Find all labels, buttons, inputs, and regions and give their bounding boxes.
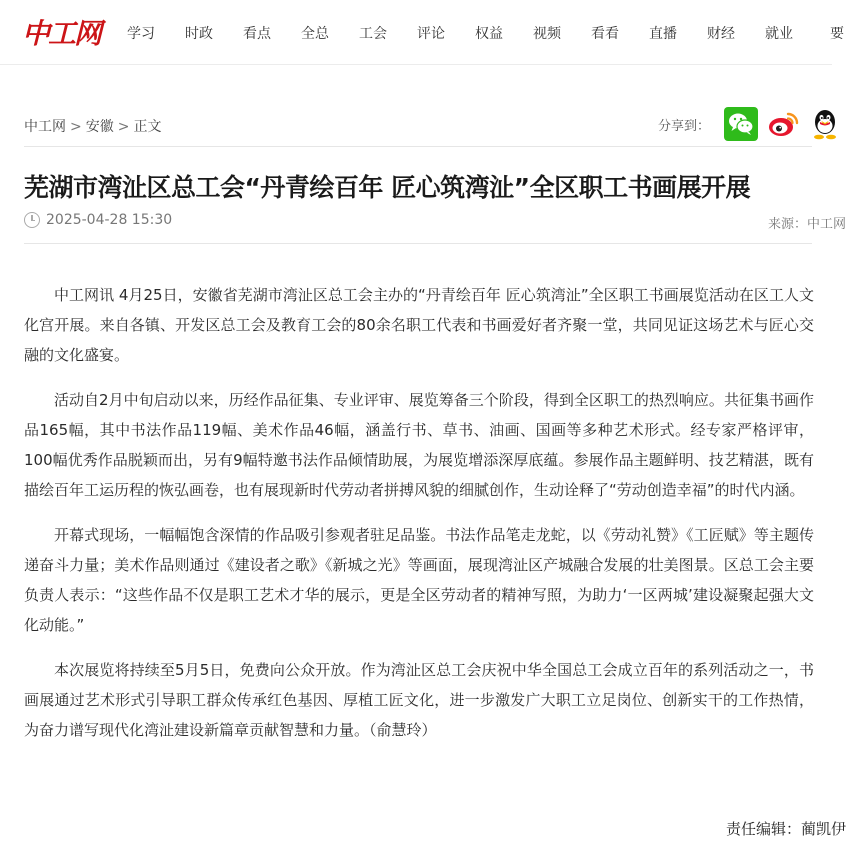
header-divider	[24, 146, 812, 147]
main-nav	[112, 0, 866, 65]
breadcrumb-home[interactable]: 中工网	[24, 119, 66, 135]
nav-item-video[interactable]: 视频	[533, 25, 561, 42]
nav-item-employment[interactable]: 就业	[765, 25, 793, 42]
nav-item-rights[interactable]: 权益	[475, 25, 503, 42]
article-paragraph: 活动自2月中旬启动以来，历经作品征集、专业评审、展览筹备三个阶段，得到全区职工的热烈响应。共征集书画作品165幅，其中书法作品119幅、美术作品46幅，涵盖行书、草书、油画、国画等多种艺术形式。经专家严格评审，100幅优秀作品脱颖而出，另有9幅特邀书法作品倾情助展，为展览增添深厚底蕴。参展作品主题鲜明、技艺精湛，既有描绘百年工运历程的恢弘画卷，也有展现新时代劳动者拼搏风貌的细腻创作，生动诠释了“劳动创造幸福”的时代内涵。	[24, 391, 814, 499]
nav-item-overflow[interactable]: 要	[830, 25, 844, 42]
breadcrumb-separator: >	[70, 119, 82, 135]
nav-item-commentary[interactable]: 评论	[417, 25, 445, 42]
clock-icon	[24, 212, 40, 228]
nav-item-union[interactable]: 工会	[359, 25, 387, 42]
nav-item-finance[interactable]: 财经	[707, 25, 735, 42]
share-label: 分享到：	[657, 118, 710, 134]
article-paragraph: 中工网讯 4月25日，安徽省芜湖市湾沚区总工会主办的“丹青绘百年 匠心筑湾沚”全区职工书画展览活动在区工人文化宫开展。来自各镇、开发区总工会及教育工会的80余名职工代表和书画爱好者齐聚一堂，共同见证这场艺术与匠心交融的文化盛宴。	[24, 286, 814, 364]
nav-item-study[interactable]: 学习	[127, 25, 155, 42]
article-body	[24, 280, 814, 760]
breadcrumb-anhui[interactable]: 安徽	[85, 119, 114, 135]
nav-item-live[interactable]: 直播	[649, 25, 677, 42]
article-title: 芜湖市湾沚区总工会“丹青绘百年 匠心筑湾沚”全区职工书画展开展	[24, 173, 751, 202]
nav-item-highlights[interactable]: 看点	[243, 25, 271, 42]
nav-item-politics[interactable]: 时政	[185, 25, 213, 42]
nav-item-acftu[interactable]: 全总	[301, 25, 329, 42]
publish-time	[24, 212, 172, 228]
share-bar	[658, 107, 842, 141]
site-logo[interactable]: 中工网	[22, 17, 101, 50]
weibo-icon[interactable]	[766, 107, 800, 141]
breadcrumb-separator: >	[117, 119, 130, 135]
breadcrumb-current: 正文	[133, 119, 162, 135]
wechat-icon[interactable]	[724, 107, 758, 141]
responsible-editor: 责任编辑：蔺凯伊	[725, 820, 846, 838]
article-source: 来源：中工网	[767, 217, 846, 232]
top-navigation	[0, 0, 844, 65]
article-paragraph: 本次展览将持续至5月5日，免费向公众开放。作为湾沚区总工会庆祝中华全国总工会成立百年的系列活动之一，书画展通过艺术形式引导职工群众传承红色基因、厚植工匠文化，进一步激发广大职工立足岗位、创新实干的工作热情，为奋力谱写现代化湾沚建设新篇章贡献智慧和力量。（俞慧玲）	[24, 661, 814, 739]
breadcrumb	[24, 116, 161, 136]
article-paragraph: 开幕式现场，一幅幅饱含深情的作品吸引参观者驻足品鉴。书法作品笔走龙蛇，以《劳动礼赞》《工匠赋》等主题传递奋斗力量；美术作品则通过《建设者之歌》《新城之光》等画面，展现湾沚区产城融合发展的壮美图景。区总工会主要负责人表示：“这些作品不仅是职工艺术才华的展示，更是全区劳动者的精神写照，为助力‘一区两城’建设凝聚起强大文化动能。”	[24, 526, 814, 634]
qq-icon[interactable]	[808, 107, 842, 141]
publish-time-text: 2025-04-28 15:30	[46, 212, 173, 228]
nav-item-watch[interactable]: 看看	[591, 25, 619, 42]
meta-divider	[24, 243, 812, 244]
